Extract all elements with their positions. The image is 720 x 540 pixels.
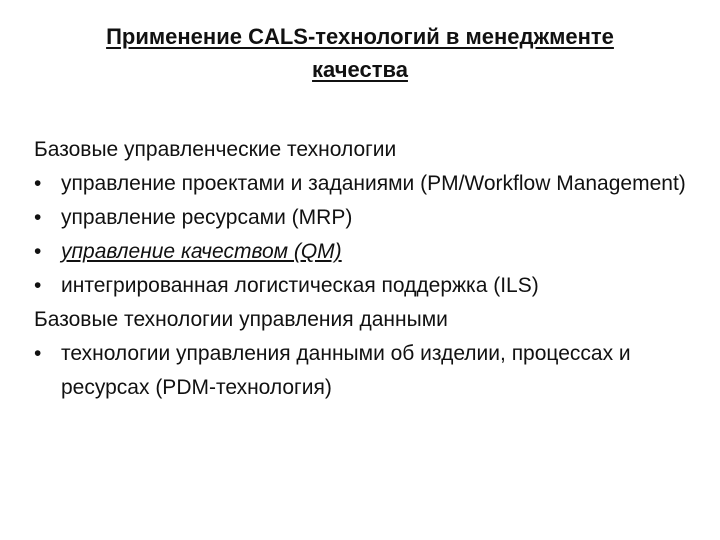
- list-item-text: управление проектами и заданиями (PM/Workflow Management): [61, 172, 686, 195]
- slide-content: [34, 133, 694, 405]
- list-item-text-emphasized: управление качеством (QM): [61, 240, 342, 263]
- list-item: [34, 167, 694, 201]
- data-technologies-list: [34, 337, 694, 405]
- list-item: [34, 235, 694, 269]
- section-heading-management: Базовые управленческие технологии: [34, 138, 397, 161]
- slide-title-line-1: Применение CALS-технологий в менеджменте: [106, 24, 614, 49]
- list-item: [34, 201, 694, 235]
- list-item: [34, 269, 694, 303]
- bullet-icon: •: [34, 274, 42, 297]
- bullet-icon: •: [34, 240, 42, 263]
- bullet-icon: •: [34, 342, 42, 365]
- slide-title-line-2: качества: [312, 57, 408, 82]
- list-item-text: интегрированная логистическая поддержка (ILS): [61, 274, 539, 297]
- list-item-text: управление ресурсами (MRP): [61, 206, 353, 229]
- list-item: [34, 337, 694, 405]
- section-heading-data: Базовые технологии управления данными: [34, 308, 448, 331]
- slide-title: [60, 20, 660, 86]
- management-technologies-list: [34, 167, 694, 303]
- list-item-text: технологии управления данными об изделии, процессах и ресурсах (PDM-технология): [61, 342, 631, 399]
- bullet-icon: •: [34, 206, 42, 229]
- bullet-icon: •: [34, 172, 42, 195]
